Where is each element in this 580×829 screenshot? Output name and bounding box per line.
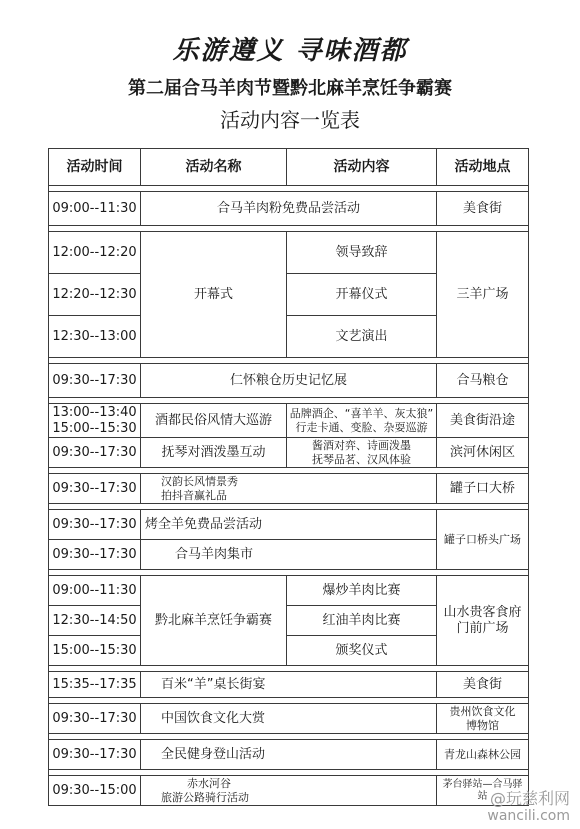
place-cell	[437, 576, 529, 666]
place-cell: 罐子口大桥	[437, 474, 529, 504]
slogan: 乐游遵义 寻味酒都	[172, 36, 408, 66]
table-row	[49, 704, 529, 734]
header-time: 活动时间	[49, 149, 141, 186]
content-cell	[287, 438, 437, 468]
watermark-line: @玩慈利网	[489, 789, 570, 809]
place-cell: 合马粮仓	[437, 364, 529, 398]
place-line: 山水贵客食府	[443, 604, 522, 620]
table-row	[49, 404, 529, 438]
place-cell: 美食街沿途	[437, 404, 529, 438]
table-row	[49, 192, 529, 226]
place-cell: 美食街	[437, 192, 529, 226]
table-row	[49, 364, 529, 398]
time-cell: 12:30--13:00	[49, 316, 141, 358]
activity-name-cell: 全民健身登山活动	[141, 740, 437, 770]
header-content: 活动内容	[287, 149, 437, 186]
time-line: 13:00--13:40	[52, 404, 137, 420]
time-cell: 12:30--14:50	[49, 606, 141, 636]
time-cell: 09:00--11:30	[49, 576, 141, 606]
header-name: 活动名称	[141, 149, 287, 186]
time-cell: 09:30--17:30	[49, 704, 141, 734]
place-line: 博物馆	[466, 718, 499, 732]
name-line: 旅游公路骑行活动	[161, 790, 249, 804]
activity-name-cell: 百米“羊”桌长街宴	[141, 672, 437, 698]
place-cell	[437, 704, 529, 734]
place-cell: 三羊广场	[437, 232, 529, 358]
time-cell: 09:30--17:30	[49, 510, 141, 540]
content-cell: 领导致辞	[287, 232, 437, 274]
place-cell: 青龙山森林公园	[437, 740, 529, 770]
place-line: 贵州饮食文化	[449, 705, 516, 719]
place-cell: 茅台驿站—合马驿站	[437, 776, 529, 806]
activity-name-cell: 黔北麻羊烹饪争霸赛	[141, 576, 287, 666]
activity-name-cell: 烤全羊免费品尝活动	[141, 510, 437, 540]
table-title: 活动内容一览表	[220, 108, 360, 132]
table-row	[49, 776, 529, 806]
table-row	[49, 232, 529, 274]
activity-name-cell: 酒都民俗风情大巡游	[141, 404, 287, 438]
activity-name-cell: 合马羊肉粉免费品尝活动	[141, 192, 437, 226]
time-cell: 15:00--15:30	[49, 636, 141, 666]
activity-name-cell: 中国饮食文化大赏	[141, 704, 437, 734]
name-line: 汉韵长风情景秀	[161, 475, 238, 489]
time-line: 15:00--15:30	[52, 420, 137, 436]
time-cell: 15:35--17:35	[49, 672, 141, 698]
watermark	[487, 789, 570, 825]
table-row	[49, 576, 529, 606]
table-header-row	[49, 149, 529, 186]
time-cell: 09:30--15:00	[49, 776, 141, 806]
table-row	[49, 740, 529, 770]
content-line: 品牌酒企、“喜羊羊、灰太狼”	[289, 407, 434, 421]
time-cell: 09:00--11:30	[49, 192, 141, 226]
name-line: 拍抖音赢礼品	[161, 488, 227, 502]
time-cell: 09:30--17:30	[49, 740, 141, 770]
time-cell: 09:30--17:30	[49, 438, 141, 468]
content-cell	[287, 404, 437, 438]
place-cell: 滨河休闲区	[437, 438, 529, 468]
place-cell: 罐子口桥头广场	[437, 510, 529, 570]
content-line: 抚琴品茗、汉风体验	[312, 452, 411, 466]
time-cell: 12:20--12:30	[49, 274, 141, 316]
header-place: 活动地点	[437, 149, 529, 186]
activity-name-cell: 合马羊肉集市	[141, 540, 437, 570]
table-row	[49, 672, 529, 698]
time-cell: 09:30--17:30	[49, 474, 141, 504]
activity-name-cell	[141, 474, 437, 504]
content-cell: 开幕仪式	[287, 274, 437, 316]
activity-name-cell: 抚琴对酒泼墨互动	[141, 438, 287, 468]
name-line: 赤水河谷	[187, 777, 231, 791]
time-cell	[49, 404, 141, 438]
content-cell: 文艺演出	[287, 316, 437, 358]
place-cell: 美食街	[437, 672, 529, 698]
table-row	[49, 510, 529, 540]
content-line: 酱酒对弈、诗画泼墨	[312, 439, 411, 453]
content-cell: 爆炒羊肉比赛	[287, 576, 437, 606]
schedule-table	[48, 148, 529, 806]
place-line: 门前广场	[456, 620, 509, 636]
time-cell: 09:30--17:30	[49, 540, 141, 570]
content-line: 行走卡通、变脸、杂耍巡游	[295, 420, 428, 434]
activity-name-cell	[141, 776, 437, 806]
time-cell: 09:30--17:30	[49, 364, 141, 398]
table-row	[49, 474, 529, 504]
time-cell: 12:00--12:20	[49, 232, 141, 274]
activity-name-cell: 开幕式	[141, 232, 287, 358]
table-row	[49, 438, 529, 468]
event-subtitle: 第二届合马羊肉节暨黔北麻羊烹饪争霸赛	[128, 78, 452, 99]
content-cell: 颁奖仪式	[287, 636, 437, 666]
activity-name-cell: 仁怀粮仓历史记忆展	[141, 364, 437, 398]
watermark-url: wancili.com	[487, 808, 570, 825]
content-cell: 红油羊肉比赛	[287, 606, 437, 636]
